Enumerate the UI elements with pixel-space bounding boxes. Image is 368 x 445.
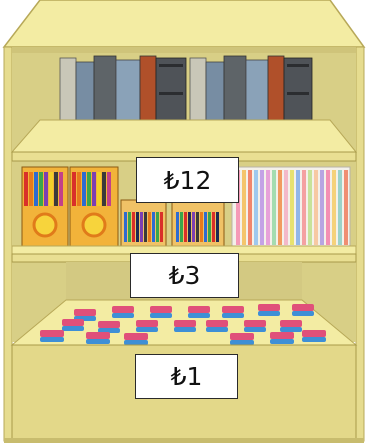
price-tag-pencils: ₺3 (130, 253, 239, 298)
eraser (174, 320, 196, 332)
price-tag-books: ₺12 (136, 157, 239, 203)
eraser (124, 333, 148, 345)
eraser (62, 319, 84, 331)
shelf-left-side (4, 47, 12, 441)
shelf-right-side (356, 47, 364, 441)
shelf-board-1 (12, 120, 356, 152)
eraser (98, 321, 120, 333)
eraser (292, 304, 314, 316)
eraser (302, 330, 326, 342)
eraser (136, 320, 158, 332)
shelf-top-board (4, 0, 364, 47)
eraser (244, 320, 266, 332)
eraser (222, 306, 244, 318)
eraser (258, 304, 280, 316)
eraser (150, 306, 172, 318)
eraser (112, 306, 134, 318)
price-tag-erasers: ₺1 (135, 354, 238, 399)
eraser (188, 306, 210, 318)
pencil-box-small (121, 200, 166, 246)
eraser (270, 332, 294, 344)
eraser (86, 332, 110, 344)
eraser (206, 320, 228, 332)
eraser (280, 320, 302, 332)
eraser (230, 333, 254, 345)
eraser (40, 330, 64, 342)
